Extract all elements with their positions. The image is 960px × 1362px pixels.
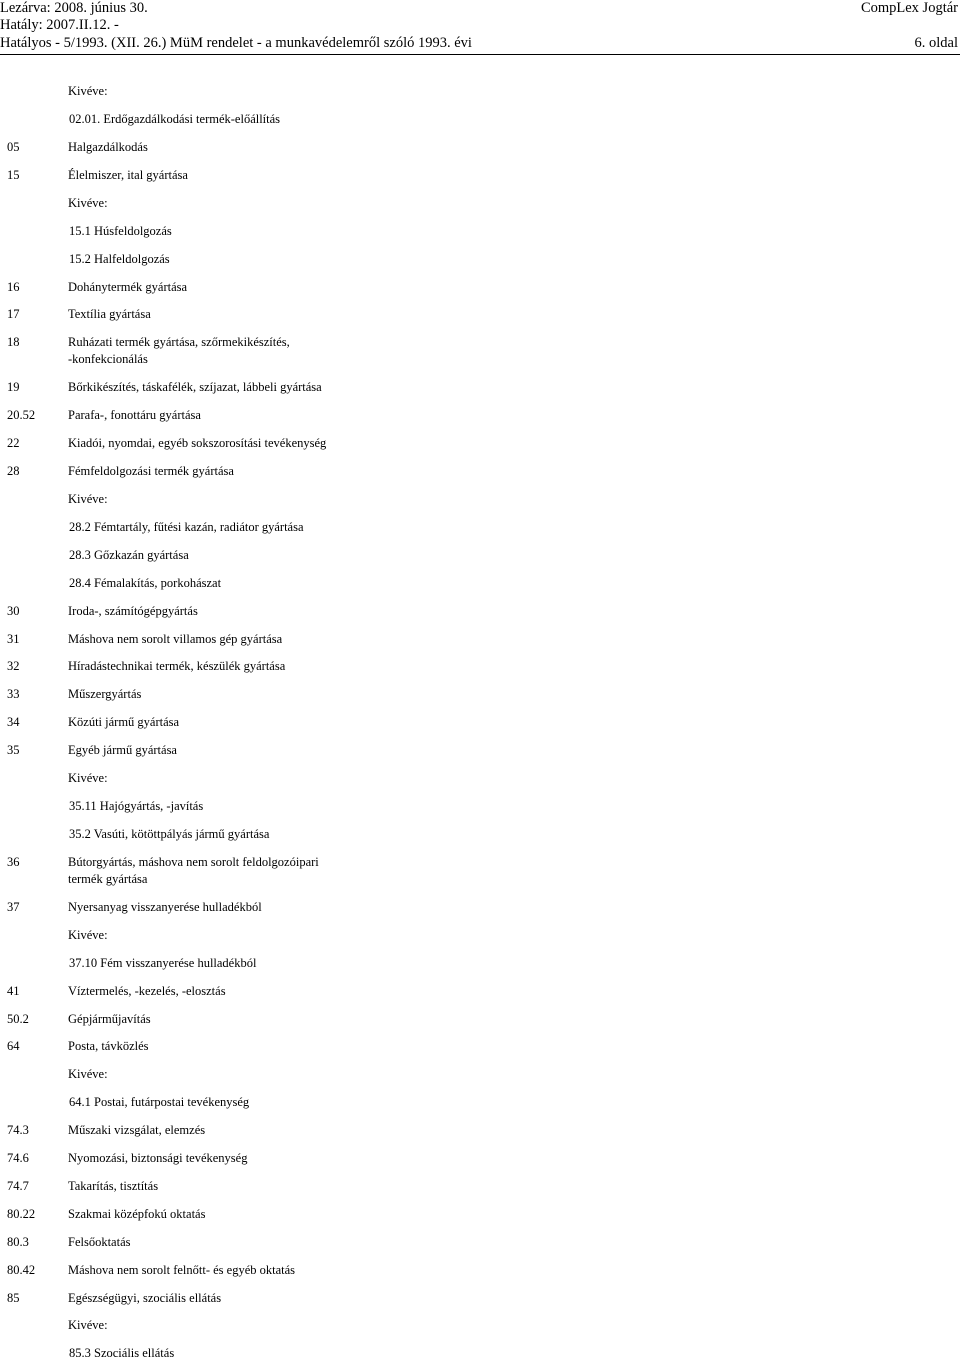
activity-name: Kiadói, nyomdai, egyéb sokszorosítási tevékenység — [68, 436, 327, 450]
activity-code: 18 — [7, 335, 20, 349]
activity-code: 34 — [7, 715, 20, 729]
activity-code: 33 — [7, 687, 20, 701]
activity-name: Közúti jármű gyártása — [68, 715, 180, 729]
activity-name: 35.11 Hajógyártás, -javítás — [69, 799, 204, 813]
activity-name: Textília gyártása — [68, 307, 151, 321]
activity-code: 80.42 — [7, 1263, 36, 1277]
activity-name: Szakmai középfokú oktatás — [68, 1207, 206, 1221]
activity-name: Máshova nem sorolt felnőtt- és egyéb oktatás — [68, 1263, 296, 1277]
activity-code: 74.3 — [7, 1123, 29, 1137]
activity-name: Dohánytermék gyártása — [68, 280, 188, 294]
activity-name: 02.01. Erdőgazdálkodási termék-előállítás — [69, 112, 281, 126]
activity-name: Ruházati termék gyártása, szőrmekikészítés, — [68, 335, 290, 349]
activity-code: 16 — [7, 280, 20, 294]
activity-code: 17 — [7, 307, 20, 321]
activity-name: Fémfeldolgozási termék gyártása — [68, 464, 234, 478]
activity-code: 30 — [7, 604, 20, 618]
activity-name: Élelmiszer, ital gyártása — [68, 168, 188, 182]
activity-name: Bútorgyártás, máshova nem sorolt feldolgozóipari — [68, 855, 319, 869]
activity-name: Műszaki vizsgálat, elemzés — [68, 1123, 206, 1137]
activity-code: 41 — [7, 984, 20, 998]
exception-label: Kivéve: — [68, 771, 108, 785]
activity-name: Parafa-, fonottáru gyártása — [68, 408, 201, 422]
brand-name: CompLex Jogtár — [860, 0, 958, 16]
closing-date: Lezárva: 2008. június 30. — [0, 0, 148, 16]
activity-name-continued: termék gyártása — [68, 872, 148, 886]
activity-code: 15 — [7, 168, 20, 182]
activity-code: 20.52 — [7, 408, 36, 422]
page-number: 6. oldal — [914, 35, 958, 51]
activity-code: 32 — [7, 659, 20, 673]
exception-label: Kivéve: — [68, 492, 108, 506]
activity-name: Műszergyártás — [68, 687, 142, 701]
activity-name: Egészségügyi, szociális ellátás — [68, 1291, 222, 1305]
activity-code: 28 — [7, 464, 20, 478]
activity-name: 28.2 Fémtartály, fűtési kazán, radiátor gyártása — [69, 520, 304, 534]
activity-name: Bőrkikészítés, táskafélék, szíjazat, lábbeli gyártása — [68, 380, 322, 394]
activity-name: Híradástechnikai termék, készülék gyártása — [68, 659, 286, 673]
activity-code: 74.6 — [7, 1151, 29, 1165]
activity-code: 74.7 — [7, 1179, 29, 1193]
activity-code: 80.3 — [7, 1235, 29, 1249]
activity-code: 50.2 — [7, 1012, 29, 1026]
exception-label: Kivéve: — [68, 928, 108, 942]
activity-name: 35.2 Vasúti, kötöttpályás jármű gyártása — [69, 827, 270, 841]
activity-name: Nyersanyag visszanyerése hulladékból — [68, 900, 262, 914]
activity-name: Gépjárműjavítás — [68, 1012, 151, 1026]
activity-code: 19 — [7, 380, 20, 394]
activity-name: 28.4 Fémalakítás, porkohászat — [69, 576, 222, 590]
exception-label: Kivéve: — [68, 1318, 108, 1332]
activity-name: Posta, távközlés — [68, 1039, 149, 1053]
activity-code: 37 — [7, 900, 20, 914]
activity-name: 15.2 Halfeldolgozás — [69, 252, 170, 266]
activity-code: 85 — [7, 1291, 20, 1305]
activity-code: 80.22 — [7, 1207, 36, 1221]
activity-code: 22 — [7, 436, 20, 450]
activity-name: Takarítás, tisztítás — [68, 1179, 159, 1193]
document-title: Hatályos - 5/1993. (XII. 26.) MüM rendelet - a munkavédelemről szóló 1993. évi — [0, 35, 472, 51]
activity-name: 85.3 Szociális ellátás — [69, 1346, 175, 1360]
activity-name: Felsőoktatás — [68, 1235, 131, 1249]
activity-name: 15.1 Húsfeldolgozás — [69, 224, 172, 238]
effect-date: Hatály: 2007.II.12. - — [0, 17, 119, 33]
activity-name: Máshova nem sorolt villamos gép gyártása — [68, 632, 283, 646]
activity-name-continued: -konfekcionálás — [68, 352, 148, 366]
activity-code: 64 — [7, 1039, 20, 1053]
activity-name: Egyéb jármű gyártása — [68, 743, 177, 757]
activity-code: 31 — [7, 632, 20, 646]
activity-name: Halgazdálkodás — [68, 140, 148, 154]
activity-code: 05 — [7, 140, 20, 154]
exception-label: Kivéve: — [68, 196, 108, 210]
activity-name: Víztermelés, -kezelés, -elosztás — [68, 984, 226, 998]
exception-label: Kivéve: — [68, 84, 108, 98]
activity-name: 64.1 Postai, futárpostai tevékenység — [69, 1095, 250, 1109]
activity-name: 37.10 Fém visszanyerése hulladékból — [69, 956, 257, 970]
activity-name: Iroda-, számítógépgyártás — [68, 604, 198, 618]
exception-label: Kivéve: — [68, 1067, 108, 1081]
activity-name: 28.3 Gőzkazán gyártása — [69, 548, 189, 562]
activity-code: 36 — [7, 855, 20, 869]
activity-code: 35 — [7, 743, 20, 757]
page-header — [0, 0, 960, 55]
activity-name: Nyomozási, biztonsági tevékenység — [68, 1151, 248, 1165]
